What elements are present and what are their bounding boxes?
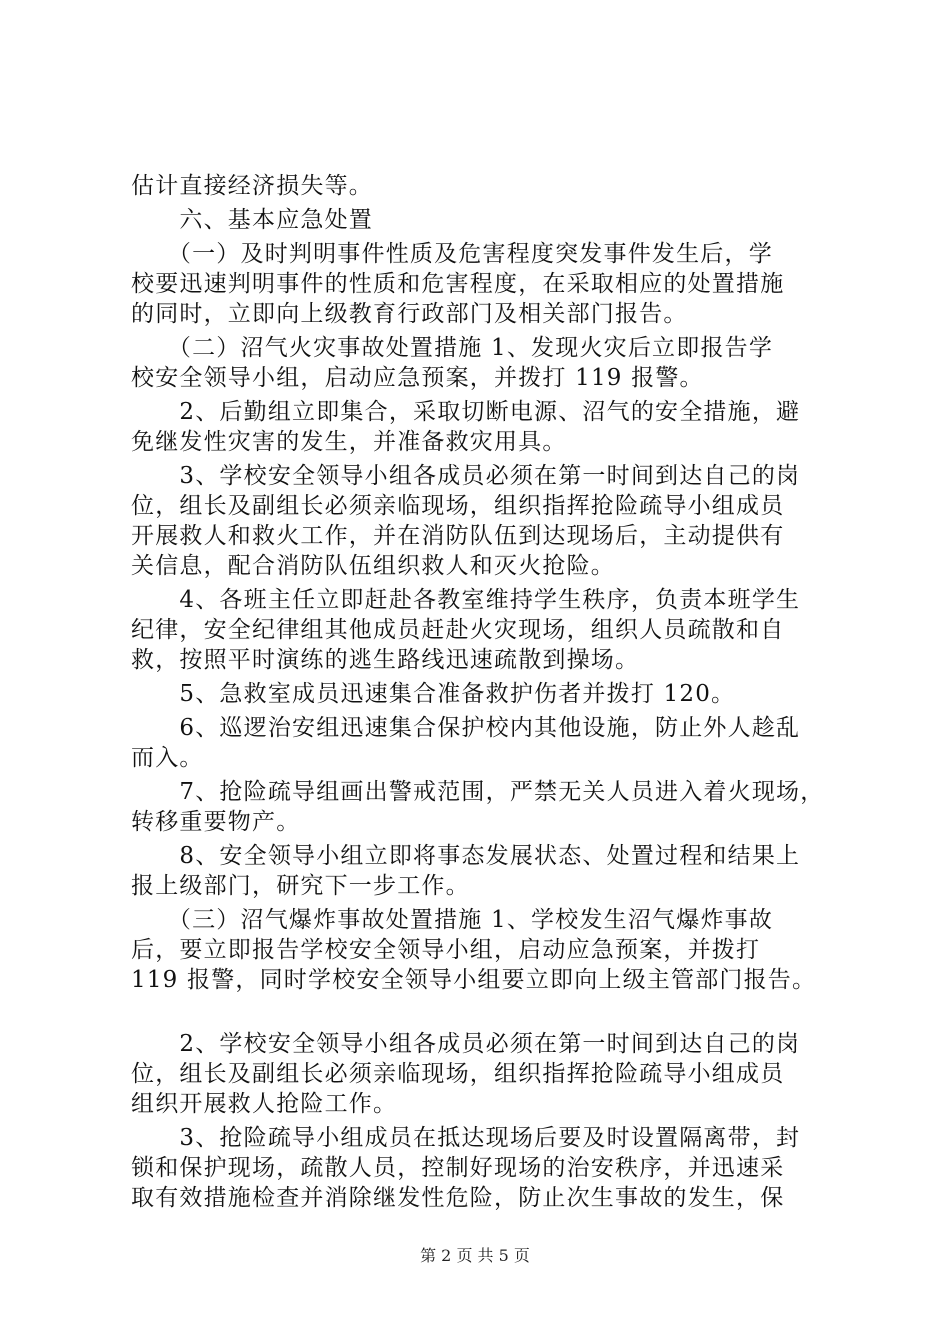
text-line: （三）沼气爆炸事故处置措施 1、学校发生沼气爆炸事故 [131, 907, 774, 933]
text-line: 位，组长及副组长必须亲临现场，组织指挥抢险疏导小组成员 [131, 1061, 785, 1087]
text-line: 取有效措施检查并消除继发性危险，防止次生事故的发生，保 [131, 1185, 785, 1211]
text-line: 校要迅速判明事件的性质和危害程度，在采取相应的处置措施 [131, 271, 785, 297]
text-line: （二）沼气火灾事故处置措施 1、发现火灾后立即报告学 [131, 335, 774, 361]
text-line: 免继发性灾害的发生，并准备救灾用具。 [131, 429, 567, 455]
text-line: 4、各班主任立即赶赴各教室维持学生秩序，负责本班学生 [131, 587, 801, 613]
text-line: 报上级部门，研究下一步工作。 [131, 873, 470, 899]
text-line: 2、后勤组立即集合，采取切断电源、沼气的安全措施，避 [131, 399, 801, 425]
text-line: 开展救人和救火工作，并在消防队伍到达现场后，主动提供有 [131, 523, 785, 549]
text-line: 纪律，安全纪律组其他成员赶赴火灾现场，组织人员疏散和自 [131, 617, 785, 643]
text-line: 后，要立即报告学校安全领导小组，启动应急预案，并拨打 [131, 937, 761, 963]
text-line: 关信息，配合消防队伍组织救人和灭火抢险。 [131, 553, 615, 579]
text-line: 3、学校安全领导小组各成员必须在第一时间到达自己的岗 [131, 463, 801, 489]
text-line: 组织开展救人抢险工作。 [131, 1091, 398, 1117]
text-line: 6、巡逻治安组迅速集合保护校内其他设施，防止外人趁乱 [131, 715, 801, 741]
text-line: 的同时，立即向上级教育行政部门及相关部门报告。 [131, 301, 688, 327]
text-line: 5、急救室成员迅速集合准备救护伤者并拨打 120。 [131, 681, 736, 707]
text-line: 校安全领导小组，启动应急预案，并拨打 119 报警。 [131, 365, 704, 391]
text-line: 119 报警，同时学校安全领导小组要立即向上级主管部门报告。 [131, 967, 817, 993]
text-line: 锁和保护现场，疏散人员，控制好现场的治安秩序，并迅速采 [131, 1155, 785, 1181]
text-line: 转移重要物产。 [131, 809, 301, 835]
text-line: 8、安全领导小组立即将事态发展状态、处置过程和结果上 [131, 843, 801, 869]
page-number-footer: 第 2 页 共 5 页 [420, 1246, 530, 1265]
text-line: 估计直接经济损失等。 [131, 173, 373, 199]
text-line: 7、抢险疏导组画出警戒范围，严禁无关人员进入着火现场， [131, 779, 825, 805]
text-line: （一）及时判明事件性质及危害程度突发事件发生后，学 [131, 241, 773, 267]
text-line: 位，组长及副组长必须亲临现场，组织指挥抢险疏导小组成员 [131, 493, 785, 519]
text-line: 救，按照平时演练的逃生路线迅速疏散到操场。 [131, 647, 640, 673]
section-heading: 六、基本应急处置 [131, 207, 373, 233]
text-line: 2、学校安全领导小组各成员必须在第一时间到达自己的岗 [131, 1031, 801, 1057]
text-line: 而入。 [131, 745, 204, 771]
text-line: 3、抢险疏导小组成员在抵达现场后要及时设置隔离带，封 [131, 1125, 801, 1151]
